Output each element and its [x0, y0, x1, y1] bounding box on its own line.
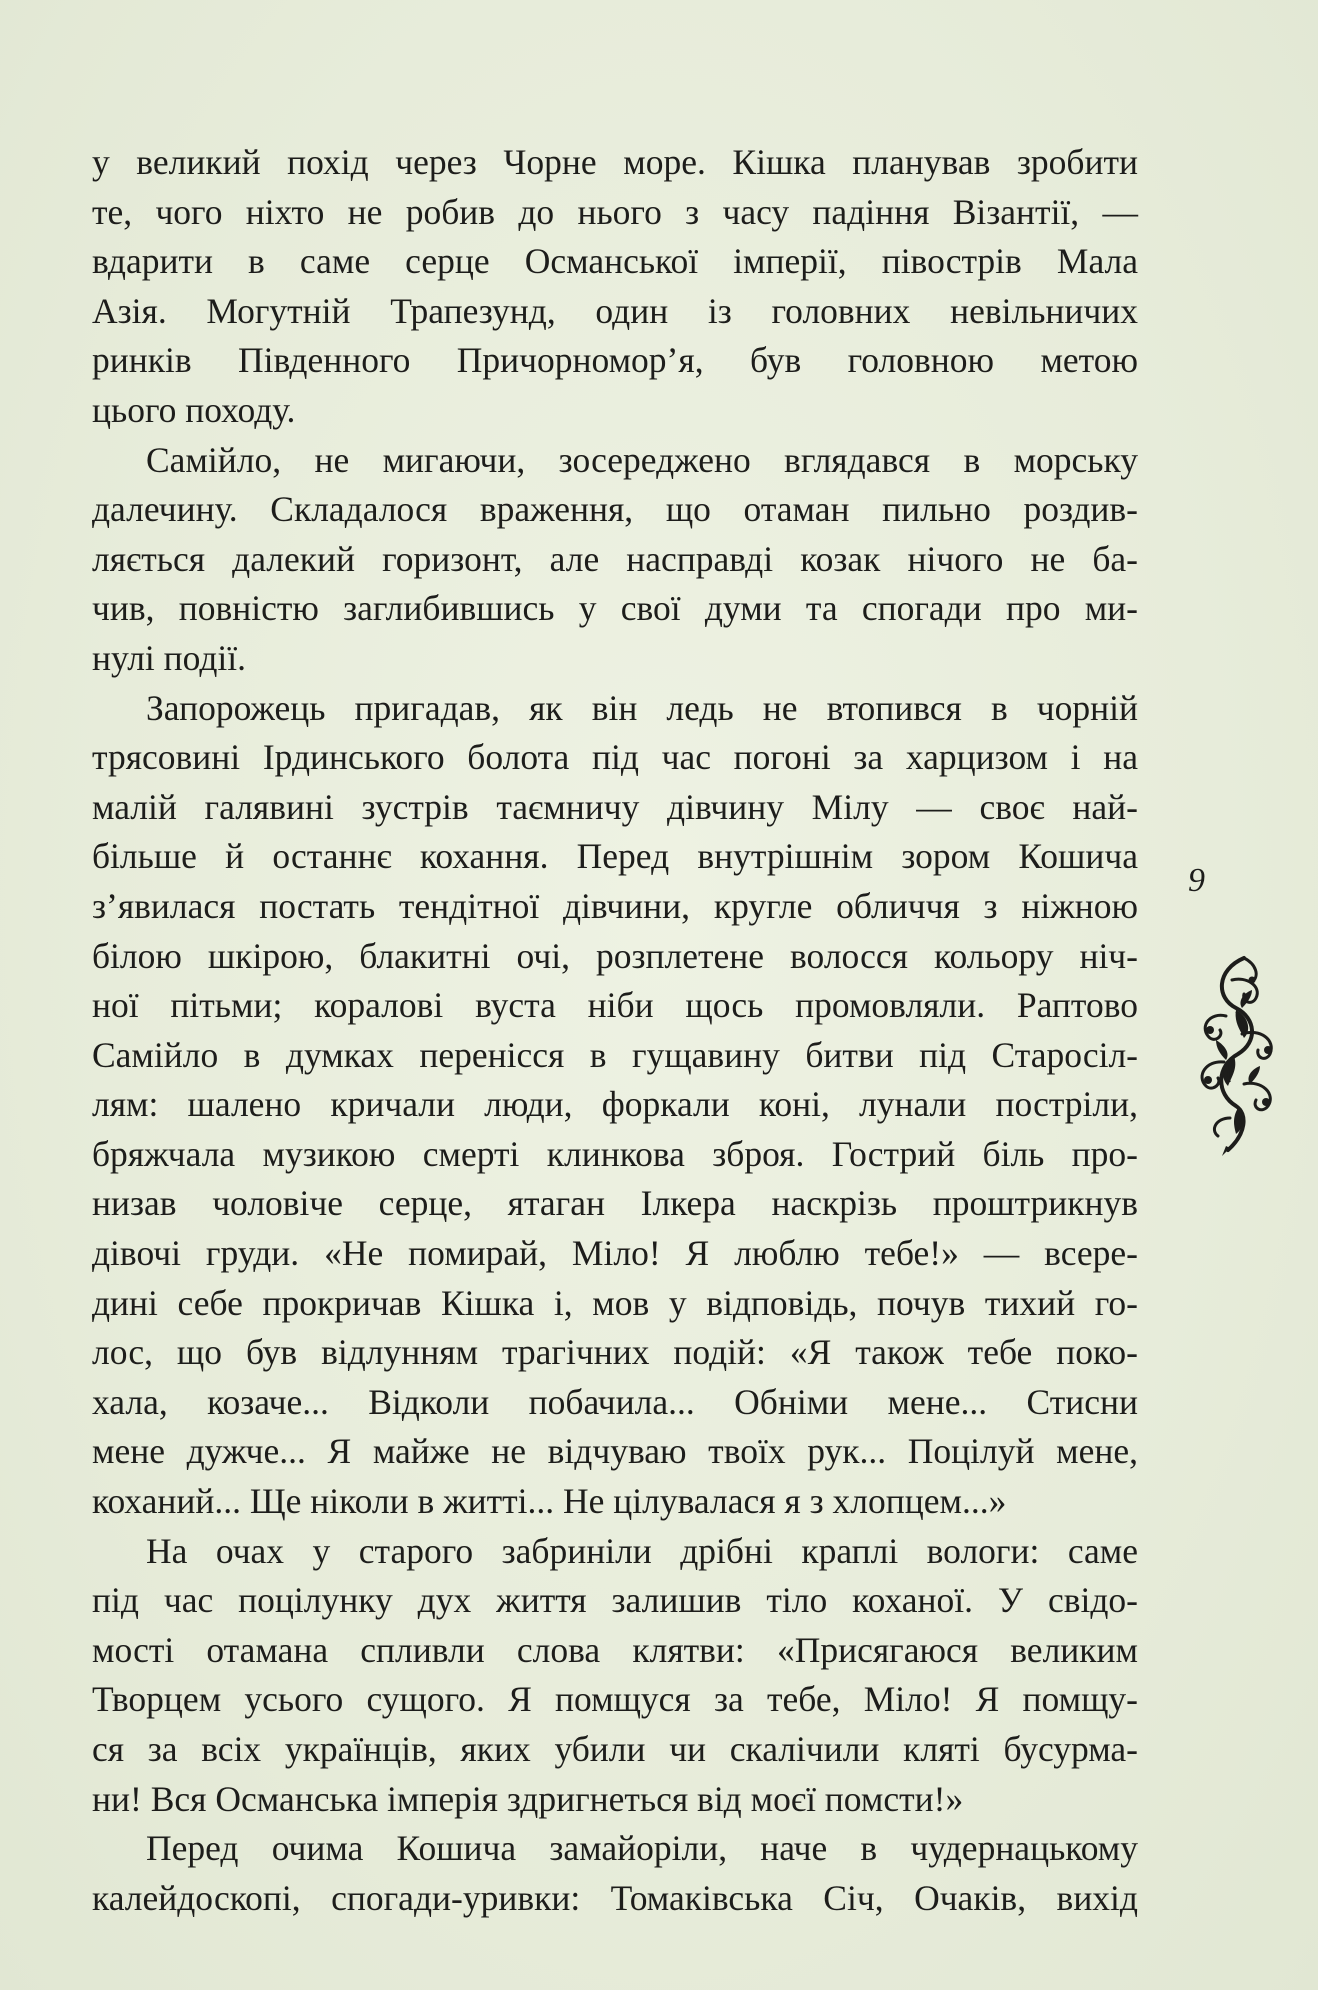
- paragraph: [92, 684, 1138, 1527]
- text-line: ни! Вся Османська імперія здригнеться від моєї помсти!»: [92, 1778, 964, 1819]
- text-line: білою шкірою, блакитні очі, розплетене волосся кольору ніч-: [92, 935, 1138, 976]
- text-line: дині себе прокричав Кішка і, мов у відповідь, почув тихий го-: [92, 1282, 1138, 1323]
- floral-flourish-icon: [1186, 950, 1286, 1160]
- paragraph: [92, 436, 1138, 684]
- text-line: Перед очима Кошича замайоріли, наче в чудернацькому: [146, 1828, 1138, 1869]
- text-line: лос, що був відлунням трагічних подій: «Я також тебе поко-: [92, 1332, 1138, 1373]
- text-line: під час поцілунку дух життя залишив тіло коханої. У свідо-: [92, 1580, 1138, 1621]
- text-line: Самійло в думках перенісся в гущавину битви під Старосіл-: [92, 1034, 1138, 1075]
- text-line: Запорожець пригадав, як він ледь не втопився в чорній: [146, 687, 1138, 728]
- text-line: у великий похід через Чорне море. Кішка планував зробити: [92, 142, 1138, 182]
- text-line: дівочі груди. «Не помирай, Міло! Я люблю тебе!» — всере-: [92, 1233, 1138, 1274]
- text-line: Самійло, не мигаючи, зосереджено вглядався в морську: [146, 439, 1138, 480]
- body-text: [92, 138, 1138, 1923]
- text-line: чив, повністю заглибившись у свої думи та спогади про ми-: [92, 588, 1138, 629]
- text-line: На очах у старого забриніли дрібні краплі вологи: саме: [146, 1530, 1138, 1571]
- text-line: мості отамана спливли слова клятви: «Присягаюся великим: [92, 1629, 1138, 1670]
- text-line: Творцем усього сущого. Я помщуся за тебе, Міло! Я помщу-: [92, 1679, 1138, 1720]
- text-line: коханий... Ще ніколи в житті... Не цілувалася я з хлопцем...»: [92, 1481, 1007, 1522]
- text-line: бряжчала музикою смерті клинкова зброя. Гострий біль про-: [92, 1133, 1138, 1174]
- text-line: вдарити в саме серце Османської імперії, півострів Мала: [92, 241, 1138, 282]
- paragraph: [92, 1527, 1138, 1825]
- text-line: лям: шалено кричали люди, форкали коні, лунали постріли,: [92, 1084, 1138, 1125]
- text-line: ної пітьми; коралові вуста ніби щось промовляли. Раптово: [92, 985, 1138, 1026]
- text-line: трясовині Ірдинського болота під час погоні за харцизом і на: [92, 737, 1138, 778]
- text-line: далечину. Складалося враження, що отаман пильно роздив-: [92, 489, 1138, 530]
- text-line: калейдоскопі, спогади-уривки: Томаківська Січ, Очаків, вихід: [92, 1877, 1138, 1918]
- text-line: більше й останнє кохання. Перед внутрішнім зором Кошича: [92, 836, 1138, 877]
- text-line: з’явилася постать тендітної дівчини, кругле обличчя з ніжною: [92, 885, 1138, 926]
- text-line: ринків Південного Причорномор’я, був головною метою: [92, 340, 1138, 381]
- text-line: цього походу.: [92, 389, 296, 430]
- text-line: мене дужче... Я майже не відчуваю твоїх рук... Поцілуй мене,: [92, 1431, 1138, 1472]
- text-line: низав чоловіче серце, ятаган Ілкера наскрізь проштрикнув: [92, 1183, 1138, 1224]
- paragraph: [92, 138, 1138, 436]
- text-line: нулі події.: [92, 637, 247, 678]
- text-line: Азія. Могутній Трапезунд, один із головних невільничих: [92, 290, 1138, 331]
- text-line: ляється далекий горизонт, але насправді козак нічого не ба-: [92, 538, 1138, 579]
- text-line: ся за всіх українців, яких убили чи скалічили кляті бусурма-: [92, 1729, 1138, 1769]
- text-line: малій галявині зустрів таємничу дівчину Мілу — своє най-: [92, 786, 1138, 827]
- page-number: 9: [1188, 862, 1205, 899]
- paragraph: [92, 1824, 1138, 1923]
- text-line: хала, козаче... Відколи побачила... Обніми мене... Стисни: [92, 1381, 1138, 1422]
- text-line: те, чого ніхто не робив до нього з часу падіння Візантії, —: [92, 191, 1138, 232]
